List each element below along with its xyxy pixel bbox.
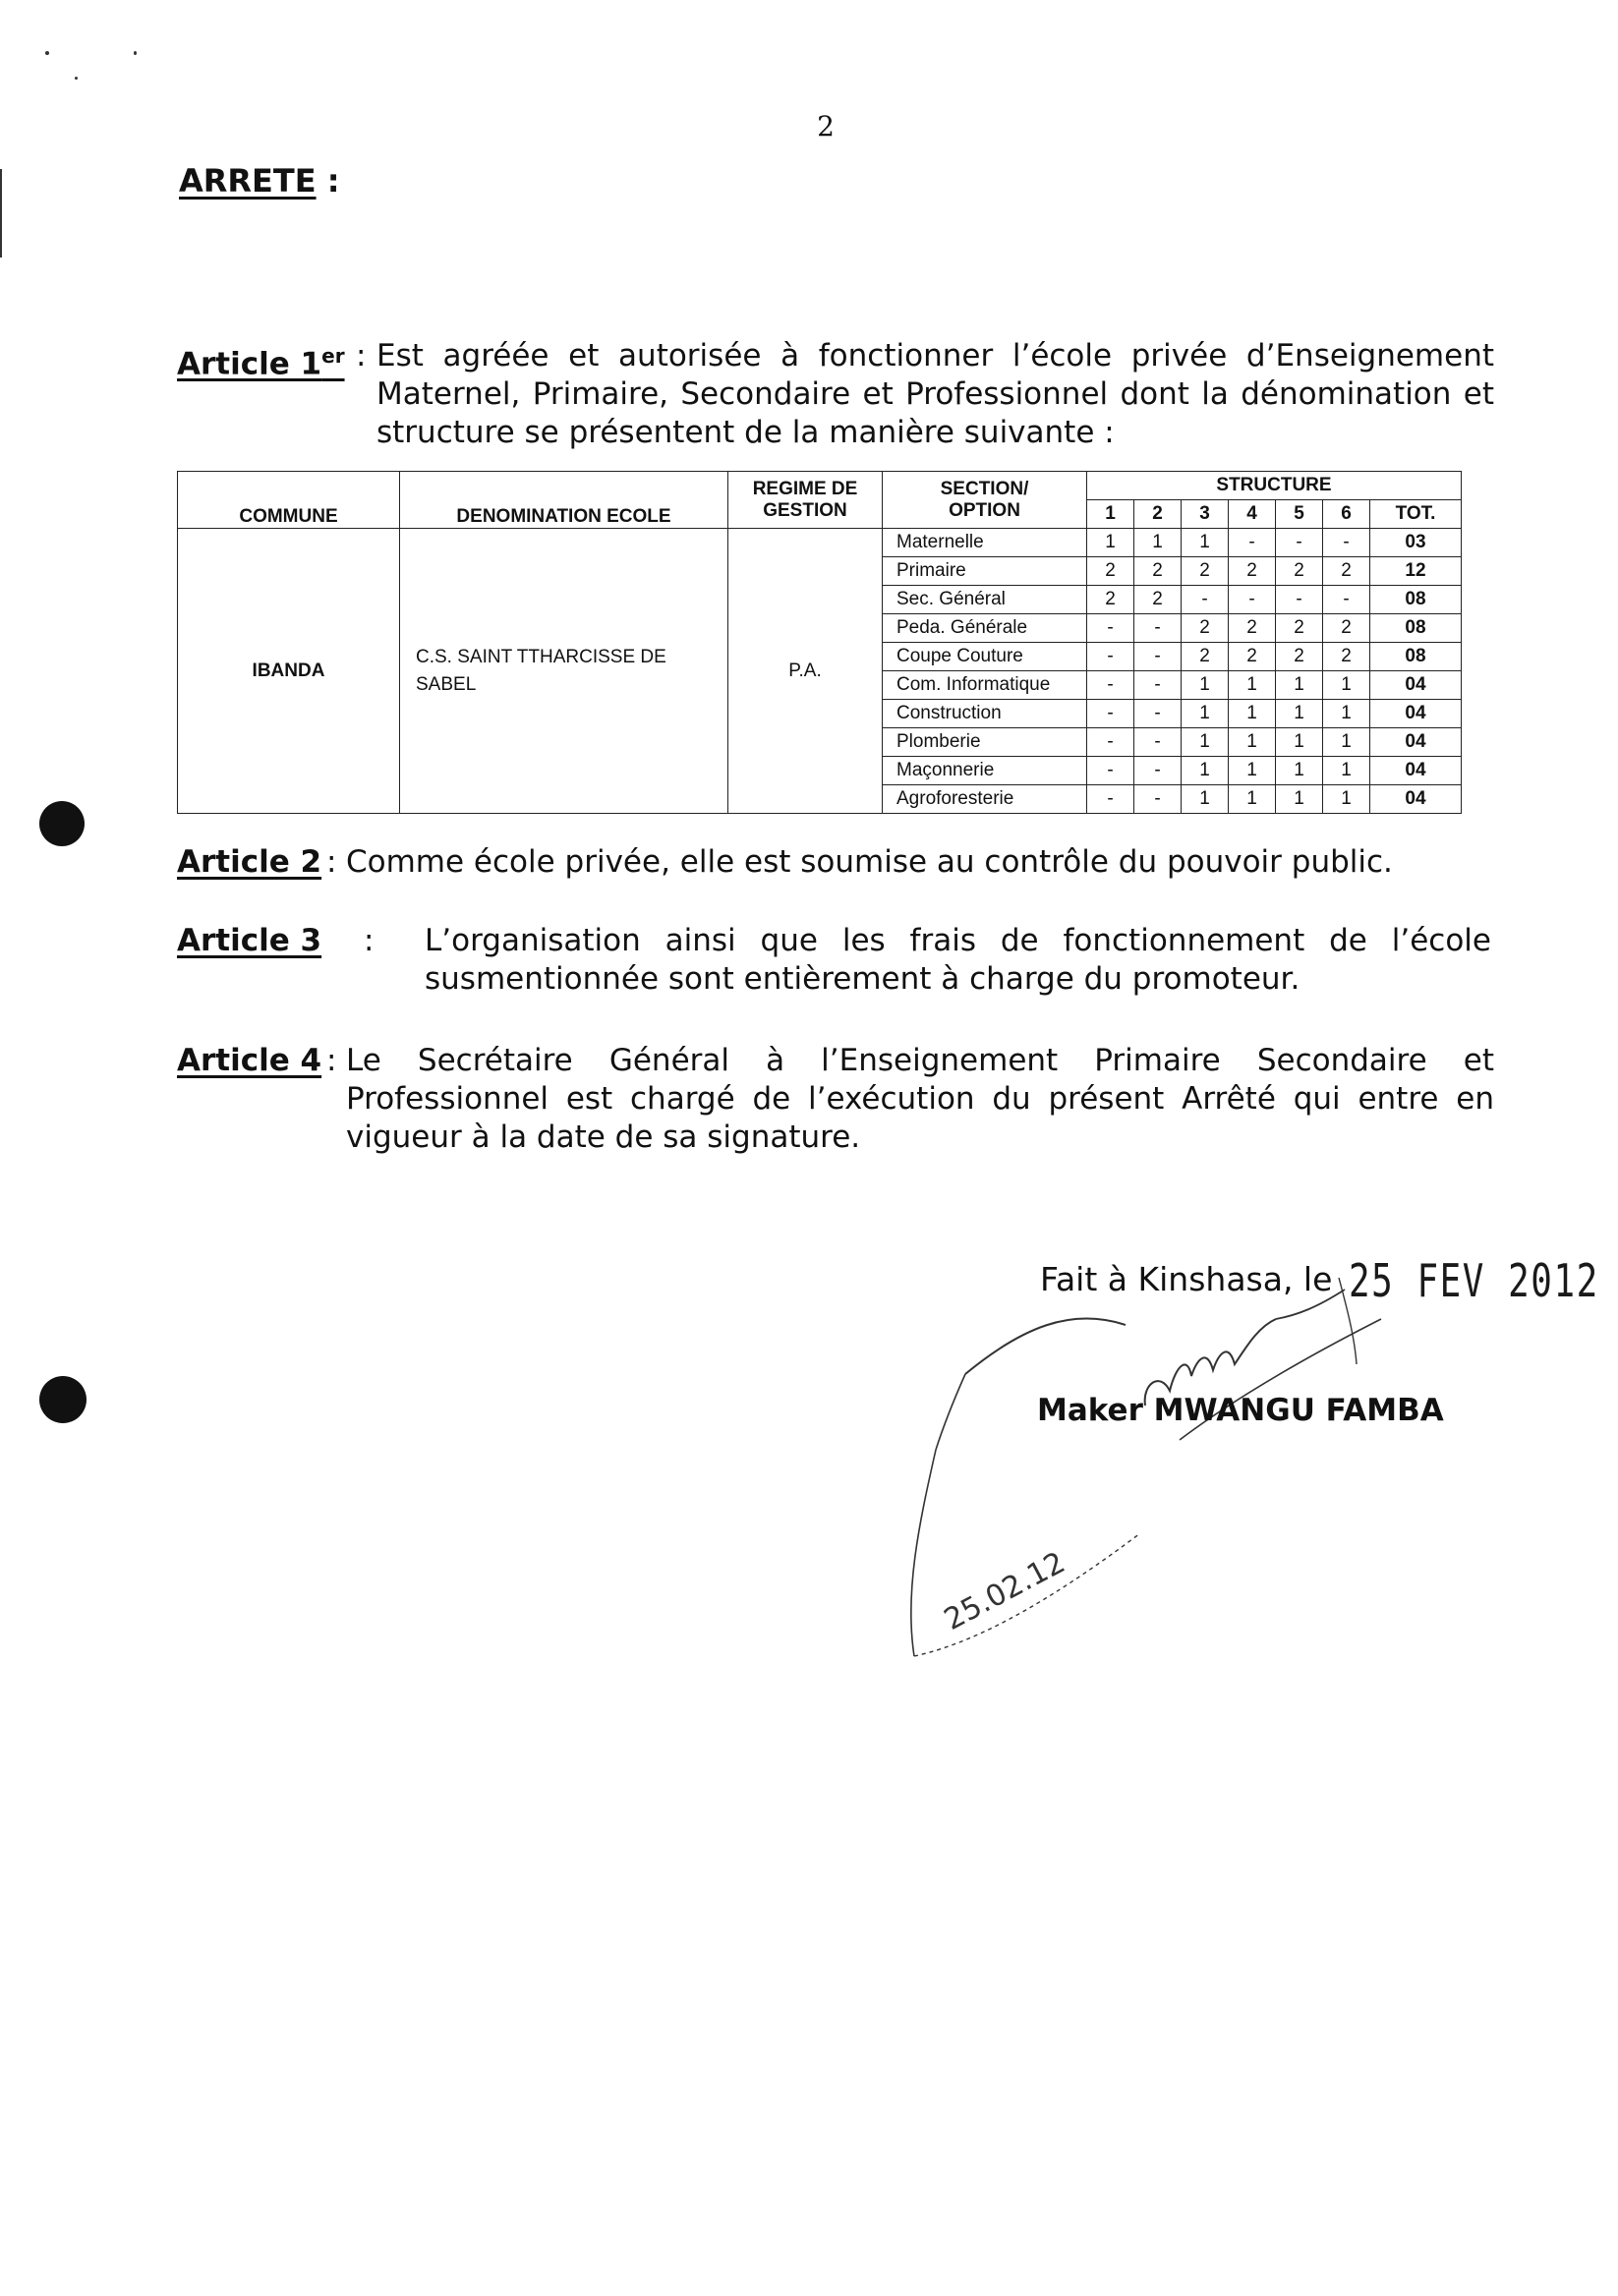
value-cell: 1 [1182, 700, 1229, 728]
value-cell: - [1323, 586, 1370, 614]
value-cell: 2 [1276, 614, 1323, 643]
header-year-5: 5 [1276, 500, 1323, 529]
arrete-heading [179, 162, 340, 200]
article-1-text: Est agréée et autorisée à fonctionner l’école privée d’Enseignement Maternel, Primaire, Secondaire et Professionnel dont la dénomination et structure se présentent de la manière suivante : [376, 338, 1494, 450]
value-cell: 1 [1276, 728, 1323, 757]
value-cell: 2 [1229, 557, 1276, 586]
value-cell: - [1229, 586, 1276, 614]
header-section [883, 472, 1087, 529]
scan-speck [75, 77, 78, 80]
school-structure-table [177, 471, 1462, 814]
value-cell: 2 [1087, 586, 1134, 614]
value-cell: 1 [1182, 757, 1229, 785]
binder-hole-mark [39, 801, 85, 846]
value-cell: 1 [1229, 671, 1276, 700]
value-cell: - [1276, 529, 1323, 557]
article-1-colon: : [356, 338, 367, 373]
value-cell: 1 [1323, 757, 1370, 785]
total-cell: 08 [1370, 614, 1462, 643]
value-cell: 1 [1276, 757, 1323, 785]
total-cell: 04 [1370, 728, 1462, 757]
value-cell: 1 [1323, 671, 1370, 700]
regime-cell: P.A. [728, 529, 883, 814]
value-cell: 2 [1276, 557, 1323, 586]
header-year-1: 1 [1087, 500, 1134, 529]
header-section-line2: OPTION [949, 499, 1020, 521]
article-3-label: Article 3 [177, 923, 322, 958]
handwritten-date: 25.02.12 [939, 1545, 1071, 1637]
value-cell: 2 [1134, 586, 1182, 614]
value-cell: - [1087, 785, 1134, 814]
value-cell: 2 [1323, 614, 1370, 643]
option-cell: Construction [883, 700, 1087, 728]
total-cell: 12 [1370, 557, 1462, 586]
total-cell: 08 [1370, 643, 1462, 671]
scan-margin-mark [0, 169, 2, 258]
header-year-6: 6 [1323, 500, 1370, 529]
arrete-label: ARRETE [179, 162, 317, 200]
value-cell: - [1134, 643, 1182, 671]
value-cell: - [1276, 586, 1323, 614]
value-cell: - [1134, 614, 1182, 643]
value-cell: - [1134, 757, 1182, 785]
value-cell: - [1087, 671, 1134, 700]
value-cell: 1 [1087, 529, 1134, 557]
option-cell: Peda. Générale [883, 614, 1087, 643]
header-structure: STRUCTURE [1087, 472, 1462, 500]
value-cell: 1 [1229, 757, 1276, 785]
scan-speck [45, 51, 49, 55]
value-cell: 1 [1182, 785, 1229, 814]
option-cell: Maçonnerie [883, 757, 1087, 785]
article-2-text: Comme école privée, elle est soumise au contrôle du pouvoir public. [346, 844, 1393, 880]
article-2-colon: : [326, 844, 337, 880]
value-cell: - [1087, 643, 1134, 671]
header-total: TOT. [1370, 500, 1462, 529]
date-stamp: 25 FEV 2012 [1349, 1254, 1599, 1307]
denomination-cell: C.S. SAINT TTHARCISSE DE SABEL [400, 529, 728, 814]
value-cell: 1 [1229, 700, 1276, 728]
binder-hole-mark [39, 1376, 87, 1423]
article-4-label: Article 4 [177, 1043, 322, 1078]
value-cell: - [1323, 529, 1370, 557]
value-cell: 1 [1182, 529, 1229, 557]
total-cell: 04 [1370, 785, 1462, 814]
article-4-text: Le Secrétaire Général à l’Enseignement Primaire Secondaire et Professionnel est chargé de l’exécution du présent Arrêté qui entre en vigueur à la date de sa signature. [346, 1043, 1494, 1155]
scan-speck [134, 51, 137, 55]
value-cell: 2 [1276, 643, 1323, 671]
value-cell: 1 [1323, 785, 1370, 814]
option-cell: Primaire [883, 557, 1087, 586]
value-cell: 2 [1229, 643, 1276, 671]
value-cell: 1 [1323, 728, 1370, 757]
total-cell: 08 [1370, 586, 1462, 614]
value-cell: - [1134, 728, 1182, 757]
table-row [178, 529, 1462, 557]
value-cell: 1 [1229, 785, 1276, 814]
article-3-colon: : [364, 923, 375, 958]
value-cell: - [1229, 529, 1276, 557]
article-1-label-sup: er [321, 344, 345, 368]
option-cell: Maternelle [883, 529, 1087, 557]
option-cell: Agroforesterie [883, 785, 1087, 814]
value-cell: - [1134, 785, 1182, 814]
value-cell: 2 [1182, 557, 1229, 586]
value-cell: - [1182, 586, 1229, 614]
header-section-line1: SECTION/ [940, 478, 1029, 499]
header-year-2: 2 [1134, 500, 1182, 529]
option-cell: Plomberie [883, 728, 1087, 757]
value-cell: 2 [1323, 643, 1370, 671]
value-cell: 1 [1134, 529, 1182, 557]
header-regime-line1: REGIME DE [752, 478, 858, 499]
header-regime [728, 472, 883, 529]
total-cell: 03 [1370, 529, 1462, 557]
header-year-4: 4 [1229, 500, 1276, 529]
value-cell: - [1087, 757, 1134, 785]
total-cell: 04 [1370, 700, 1462, 728]
article-2-label: Article 2 [177, 844, 322, 880]
value-cell: 2 [1182, 643, 1229, 671]
value-cell: 1 [1229, 728, 1276, 757]
article-3-text: L’organisation ainsi que les frais de fonctionnement de l’école susmentionnée sont entièrement à charge du promoteur. [425, 923, 1491, 997]
value-cell: 2 [1087, 557, 1134, 586]
value-cell: 2 [1323, 557, 1370, 586]
value-cell: 2 [1134, 557, 1182, 586]
commune-cell: IBANDA [178, 529, 400, 814]
value-cell: 1 [1182, 728, 1229, 757]
header-year-3: 3 [1182, 500, 1229, 529]
value-cell: 2 [1229, 614, 1276, 643]
value-cell: 1 [1182, 671, 1229, 700]
header-commune: COMMUNE [178, 472, 400, 529]
total-cell: 04 [1370, 757, 1462, 785]
article-1-label [177, 337, 345, 383]
value-cell: - [1134, 700, 1182, 728]
article-4-colon: : [326, 1043, 337, 1078]
value-cell: - [1087, 728, 1134, 757]
value-cell: - [1087, 614, 1134, 643]
article-1-label-text: Article 1 [177, 346, 322, 382]
value-cell: - [1087, 700, 1134, 728]
page-number: 2 [817, 110, 835, 143]
header-denomination: DENOMINATION ECOLE [400, 472, 728, 529]
option-cell: Coupe Couture [883, 643, 1087, 671]
total-cell: 04 [1370, 671, 1462, 700]
value-cell: 1 [1276, 785, 1323, 814]
value-cell: 1 [1276, 700, 1323, 728]
value-cell: 1 [1323, 700, 1370, 728]
place-and-date-text: Fait à Kinshasa, le [1040, 1260, 1333, 1298]
header-regime-line2: GESTION [763, 499, 847, 521]
handwritten-signature [885, 1268, 1435, 1740]
value-cell: 1 [1276, 671, 1323, 700]
value-cell: - [1134, 671, 1182, 700]
arrete-suffix: : [316, 162, 340, 200]
value-cell: 2 [1182, 614, 1229, 643]
option-cell: Com. Informatique [883, 671, 1087, 700]
signatory-name: Maker MWANGU FAMBA [1037, 1393, 1444, 1428]
option-cell: Sec. Général [883, 586, 1087, 614]
